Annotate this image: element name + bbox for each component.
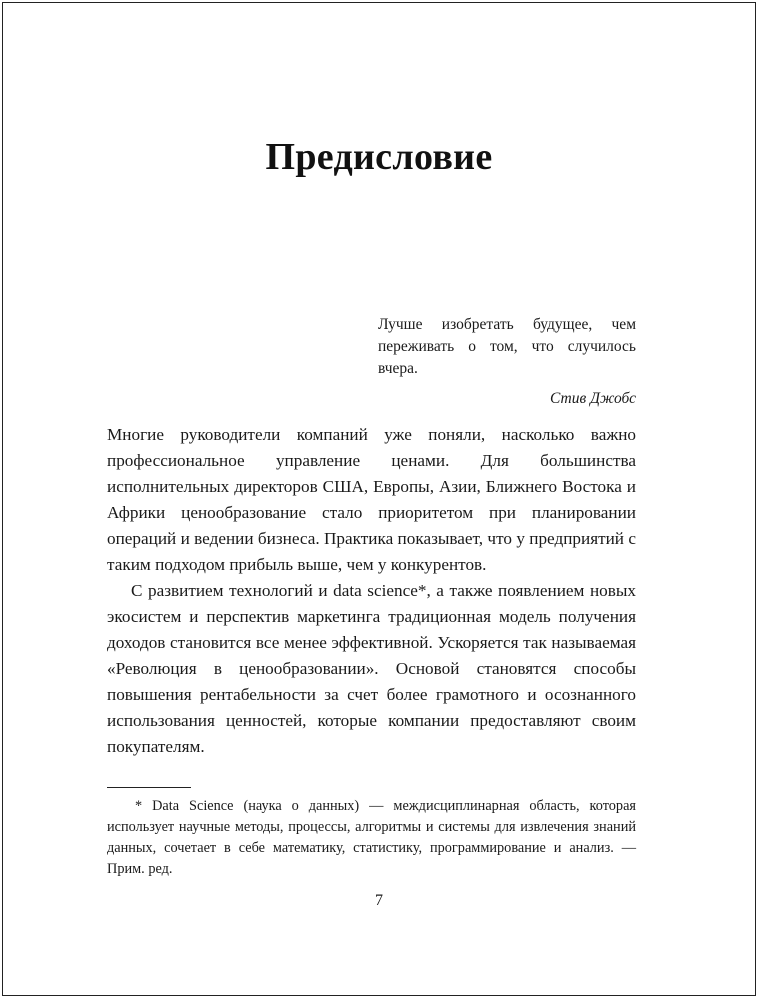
chapter-title: Предисловие — [265, 136, 493, 178]
paragraph-1: Многие руководители компаний уже поняли, насколько важно профессиональное управление ценами. Для большинства исполнительных директоров США, Европы, Азии, Ближнего Востока и Африки ценообразование стало приоритетом при планировании операций и ведении бизнеса. Практика показывает, что у предприятий с таким подходом прибыль выше, чем у конкурентов. — [107, 425, 636, 574]
epigraph-author: Стив Джобс — [549, 390, 636, 407]
footnote-divider — [107, 787, 191, 788]
epigraph — [378, 314, 636, 410]
page-number: 7 — [375, 892, 383, 909]
body-text — [107, 422, 636, 760]
book-page — [2, 2, 756, 996]
paragraph-2: С развитием технологий и data science*, а также появлением новых экосистем и перспектив маркетинга традиционная модель получения доходов становится все менее эффективной. Ускоряется так называемая «Революция в ценообразовании». Основой становятся способы повышения рентабельности за счет более грамотного и осознанного использования ценностей, которые компании предоставляют своим покупателям. — [107, 581, 636, 756]
epigraph-quote: Лучше изобретать будущее, чем переживать о том, что случилось вчера. — [378, 316, 636, 377]
footnote: * Data Science (наука о данных) — междисциплинарная область, которая использует научные методы, процессы, алгоритмы и системы для извлечения знаний данных, сочетает в себе математику, статистику, программирование и анализ. — Прим. ред. — [107, 798, 636, 877]
